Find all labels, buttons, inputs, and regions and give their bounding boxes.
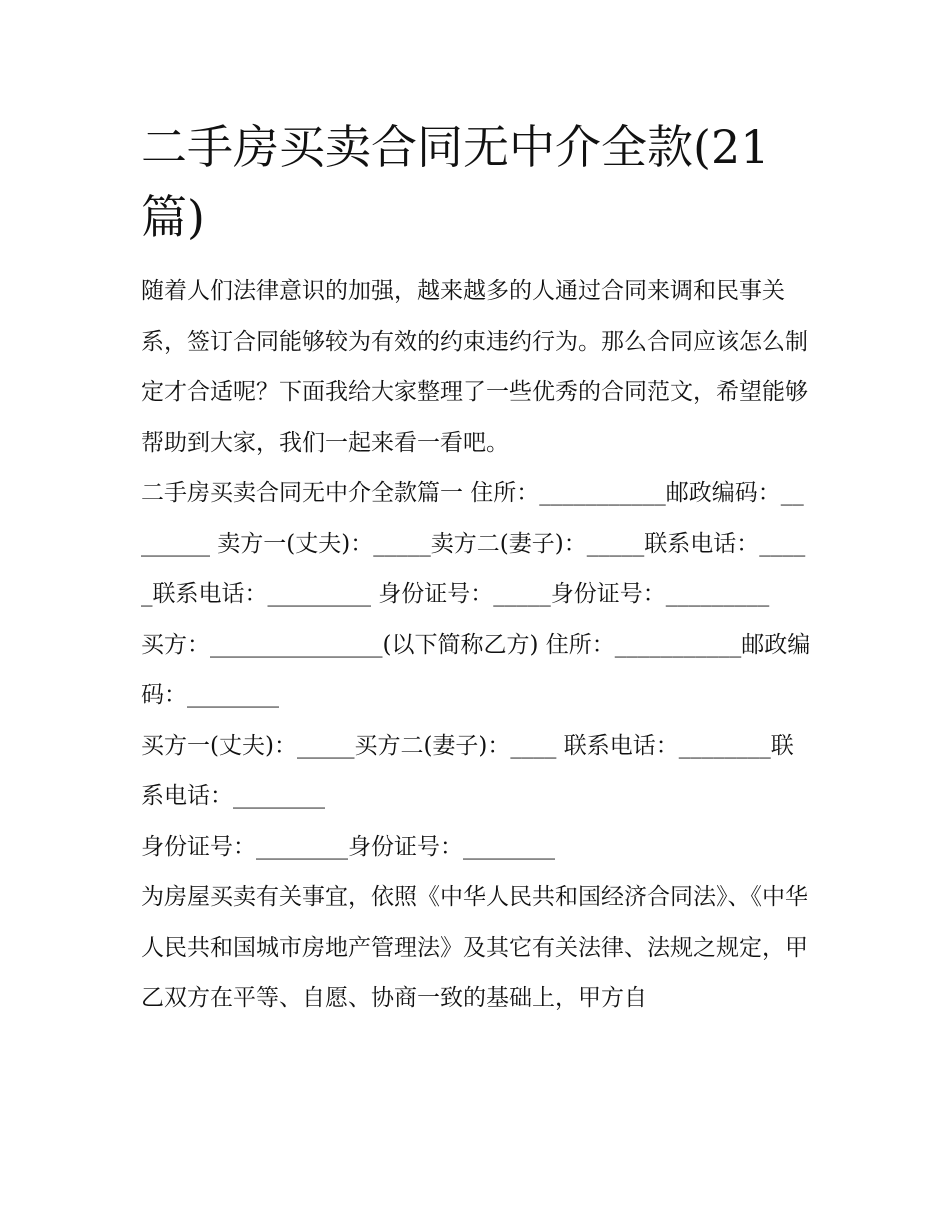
paragraph-intro: 随着人们法律意识的加强，越来越多的人通过合同来调和民事关系，签订合同能够较为有效的约束违约行为。那么合同应该怎么制定才合适呢？下面我给大家整理了一些优秀的合同范文，希望能够帮助到大家，我们一起来看一看吧。 (141, 278, 808, 456)
paragraph-buyer-contacts: 买方一(丈夫)：_____买方二(妻子)：____ 联系电话：________联系电话：________ (141, 732, 794, 809)
paragraph-seller-info: 二手房买卖合同无中介全款篇一 住所：___________邮政编码：________ 卖方一(丈夫)：_____卖方二(妻子)：_____联系电话：_____联系电话：_________ 身份证号：_____身份证号：_________ (141, 480, 806, 607)
paragraph-buyer: 买方：_______________(以下简称乙方) 住所：___________邮政编码：________ (141, 631, 811, 708)
document-body (141, 112, 813, 1024)
paragraph-buyer-ids: 身份证号：________身份证号：________ (141, 833, 555, 860)
document-title: 二手房买卖合同无中介全款(21篇) (141, 120, 770, 244)
paragraph-legal-basis: 为房屋买卖有关事宜，依照《中华人民共和国经济合同法》、《中华人民共和国城市房地产管理法》及其它有关法律、法规之规定，甲乙双方在平等、自愿、协商一致的基础上，甲方自 (141, 884, 808, 1011)
